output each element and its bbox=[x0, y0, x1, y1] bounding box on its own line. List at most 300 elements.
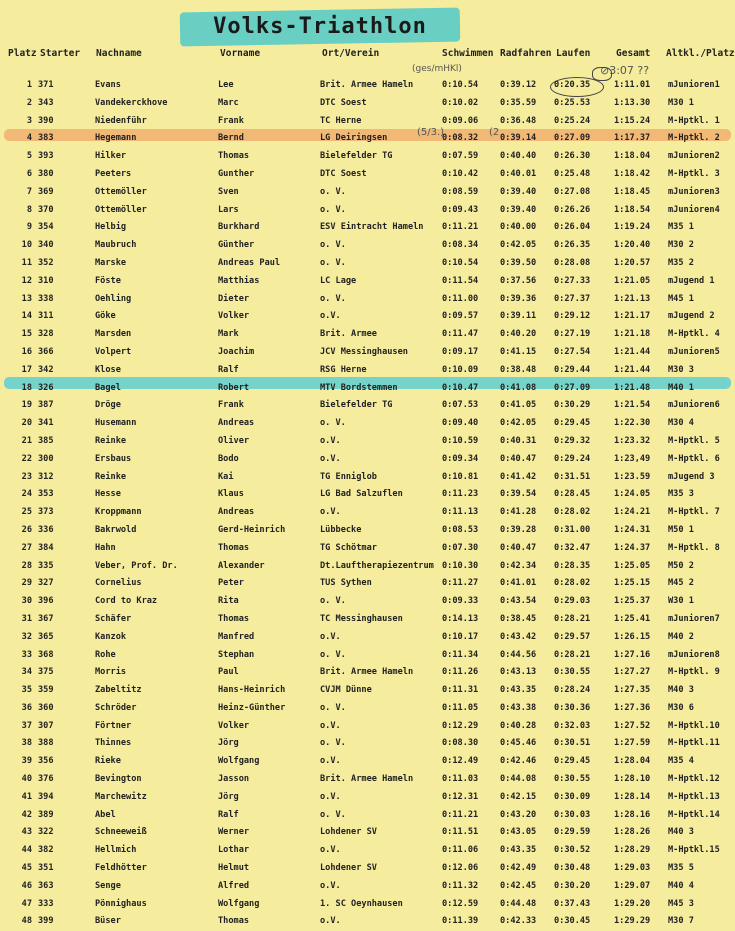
table-row bbox=[0, 558, 735, 576]
cell-laufen: 0:27.09 bbox=[554, 382, 591, 393]
cell-laufen: 0:30.20 bbox=[554, 880, 591, 891]
cell-starter: 396 bbox=[38, 596, 54, 607]
cell-nachname: Kroppmann bbox=[95, 507, 142, 518]
cell-vorname: Peter bbox=[218, 578, 244, 589]
cell-laufen: 0:29.45 bbox=[554, 418, 591, 429]
cell-laufen: 0:26.35 bbox=[554, 240, 591, 251]
cell-platz: 35 bbox=[21, 685, 32, 696]
cell-starter: 338 bbox=[38, 293, 54, 304]
cell-vorname: Ralf bbox=[218, 809, 239, 820]
cell-schwimmen: 0:14.13 bbox=[442, 613, 479, 624]
cell-platz: 27 bbox=[21, 542, 32, 553]
cell-gesamt: 1:13.30 bbox=[614, 97, 651, 108]
cell-schwimmen: 0:10.81 bbox=[442, 471, 479, 482]
cell-gesamt: 1:20.40 bbox=[614, 240, 651, 251]
cell-nachname: Förtner bbox=[95, 720, 132, 731]
cell-platz: 31 bbox=[21, 613, 32, 624]
cell-radfahren: 0:40.40 bbox=[500, 151, 537, 162]
cell-platz: 34 bbox=[21, 667, 32, 678]
table-row bbox=[0, 166, 735, 184]
cell-platz: 5 bbox=[26, 151, 32, 162]
cell-starter: 353 bbox=[38, 489, 54, 500]
cell-starter: 370 bbox=[38, 204, 54, 215]
cell-ort: LC Lage bbox=[320, 275, 357, 286]
cell-altkl: M-Hptkl.13 bbox=[668, 791, 720, 802]
cell-ort: TUS Sythen bbox=[320, 578, 372, 589]
cell-nachname: Büser bbox=[95, 916, 121, 927]
cell-ort: o. V. bbox=[320, 596, 346, 607]
cell-ort: 1. SC Oeynhausen bbox=[320, 898, 403, 909]
cell-platz: 11 bbox=[21, 257, 32, 268]
cell-ort: o. V. bbox=[320, 293, 346, 304]
cell-vorname: Jörg bbox=[218, 738, 239, 749]
cell-starter: 389 bbox=[38, 809, 54, 820]
cell-laufen: 0:30.29 bbox=[554, 400, 591, 411]
cell-ort: DTC Soest bbox=[320, 97, 367, 108]
cell-vorname: Rita bbox=[218, 596, 239, 607]
cell-laufen: 0:30.55 bbox=[554, 667, 591, 678]
table-row bbox=[0, 824, 735, 842]
cell-platz: 19 bbox=[21, 400, 32, 411]
cell-nachname: Zabeltitz bbox=[95, 685, 142, 696]
cell-vorname: Stephan bbox=[218, 649, 255, 660]
cell-ort: JCV Messinghausen bbox=[320, 346, 408, 357]
cell-gesamt: 1:11.01 bbox=[614, 80, 651, 90]
cell-gesamt: 1:21.18 bbox=[614, 329, 651, 340]
cell-starter: 342 bbox=[38, 364, 54, 375]
cell-altkl: mJunioren8 bbox=[668, 649, 720, 660]
cell-radfahren: 0:39.54 bbox=[500, 489, 537, 500]
cell-platz: 48 bbox=[21, 916, 32, 927]
cell-schwimmen: 0:08.34 bbox=[442, 240, 479, 251]
cell-platz: 36 bbox=[21, 702, 32, 713]
cell-radfahren: 0:42.34 bbox=[500, 560, 537, 571]
cell-nachname: Senge bbox=[95, 880, 121, 891]
cell-laufen: 0:28.21 bbox=[554, 613, 591, 624]
cell-vorname: Günther bbox=[218, 240, 255, 251]
cell-vorname: Hans-Heinrich bbox=[218, 685, 286, 696]
cell-laufen: 0:31.00 bbox=[554, 524, 591, 535]
cell-nachname: Kanzok bbox=[95, 631, 127, 642]
cell-laufen: 0:32.03 bbox=[554, 720, 591, 731]
cell-starter: 322 bbox=[38, 827, 54, 838]
cell-platz: 42 bbox=[21, 809, 32, 820]
cell-altkl: M40 1 bbox=[668, 382, 694, 393]
header-starter: Starter bbox=[40, 48, 81, 59]
cell-ort: o. V. bbox=[320, 186, 346, 197]
cell-vorname: Sven bbox=[218, 186, 239, 197]
cell-schwimmen: 0:11.13 bbox=[442, 507, 479, 518]
cell-gesamt: 1:27.59 bbox=[614, 738, 651, 749]
cell-vorname: Mark bbox=[218, 329, 239, 340]
note-ges-mhkl: (ges/mHKl) bbox=[412, 64, 462, 74]
cell-schwimmen: 0:09.17 bbox=[442, 346, 479, 357]
cell-platz: 21 bbox=[21, 435, 32, 446]
cell-ort: TC Herne bbox=[320, 115, 362, 126]
cell-starter: 363 bbox=[38, 880, 54, 891]
cell-starter: 359 bbox=[38, 685, 54, 696]
table-row bbox=[0, 629, 735, 647]
cell-starter: 352 bbox=[38, 257, 54, 268]
cell-starter: 383 bbox=[38, 133, 54, 144]
cell-nachname: Schneeweiß bbox=[95, 827, 147, 838]
cell-gesamt: 1:24.21 bbox=[614, 507, 651, 518]
cell-altkl: M-Hptkl. 7 bbox=[668, 507, 720, 518]
table-row bbox=[0, 95, 735, 113]
cell-ort: Brit. Armee Hameln bbox=[320, 667, 414, 678]
cell-laufen: 0:29.32 bbox=[554, 435, 591, 446]
cell-vorname: Paul bbox=[218, 667, 239, 678]
cell-altkl: mJugend 2 bbox=[668, 311, 715, 322]
cell-vorname: Volker bbox=[218, 720, 250, 731]
cell-radfahren: 0:43.05 bbox=[500, 827, 537, 838]
cell-altkl: M50 1 bbox=[668, 524, 694, 535]
cell-schwimmen: 0:11.23 bbox=[442, 489, 479, 500]
cell-laufen: 0:30.55 bbox=[554, 774, 591, 785]
cell-laufen: 0:26.26 bbox=[554, 204, 591, 215]
cell-schwimmen: 0:07.53 bbox=[442, 400, 479, 411]
cell-schwimmen: 0:10.47 bbox=[442, 382, 479, 393]
cell-platz: 8 bbox=[26, 204, 32, 215]
header-schwimmen: Schwimmen bbox=[442, 48, 494, 59]
table-row bbox=[0, 664, 735, 682]
cell-vorname: Marc bbox=[218, 97, 239, 108]
cell-nachname: Abel bbox=[95, 809, 116, 820]
cell-starter: 380 bbox=[38, 168, 54, 179]
cell-altkl: M35 5 bbox=[668, 863, 694, 874]
cell-gesamt: 1:27.35 bbox=[614, 685, 651, 696]
cell-starter: 375 bbox=[38, 667, 54, 678]
cell-laufen: 0:32.47 bbox=[554, 542, 591, 553]
cell-nachname: Bakrwold bbox=[95, 524, 137, 535]
cell-nachname: Reinke bbox=[95, 435, 127, 446]
cell-gesamt: 1:29.20 bbox=[614, 898, 651, 909]
cell-ort: o. V. bbox=[320, 204, 346, 215]
cell-schwimmen: 0:09.33 bbox=[442, 596, 479, 607]
cell-starter: 368 bbox=[38, 649, 54, 660]
cell-altkl: mJunioren4 bbox=[668, 204, 720, 215]
cell-altkl: M-Hptkl. 1 bbox=[668, 115, 720, 126]
cell-gesamt: 1:22.30 bbox=[614, 418, 651, 429]
cell-altkl: mJunioren1 bbox=[668, 80, 720, 90]
cell-radfahren: 0:40.00 bbox=[500, 222, 537, 233]
cell-altkl: M30 7 bbox=[668, 916, 694, 927]
cell-ort: o. V. bbox=[320, 418, 346, 429]
cell-vorname: Andreas bbox=[218, 507, 255, 518]
cell-laufen: 0:26.30 bbox=[554, 151, 591, 162]
cell-ort: TC Messinghausen bbox=[320, 613, 403, 624]
cell-gesamt: 1:21.44 bbox=[614, 346, 651, 357]
cell-vorname: Wolfgang bbox=[218, 898, 260, 909]
note-row4-a: (5/3.) bbox=[417, 127, 445, 138]
cell-altkl: M30 4 bbox=[668, 418, 694, 429]
cell-starter: 327 bbox=[38, 578, 54, 589]
cell-radfahren: 0:39.50 bbox=[500, 257, 537, 268]
cell-platz: 9 bbox=[26, 222, 32, 233]
cell-starter: 300 bbox=[38, 453, 54, 464]
cell-ort: TG Enniglob bbox=[320, 471, 377, 482]
cell-ort: o. V. bbox=[320, 702, 346, 713]
cell-laufen: 0:28.21 bbox=[554, 649, 591, 660]
cell-radfahren: 0:43.13 bbox=[500, 667, 537, 678]
cell-platz: 28 bbox=[21, 560, 32, 571]
cell-starter: 393 bbox=[38, 151, 54, 162]
cell-laufen: 0:28.35 bbox=[554, 560, 591, 571]
cell-vorname: Robert bbox=[218, 382, 250, 393]
cell-altkl: M35 3 bbox=[668, 489, 694, 500]
cell-schwimmen: 0:09.43 bbox=[442, 204, 479, 215]
cell-platz: 13 bbox=[21, 293, 32, 304]
cell-schwimmen: 0:07.59 bbox=[442, 151, 479, 162]
cell-radfahren: 0:39.40 bbox=[500, 186, 537, 197]
table-row bbox=[0, 469, 735, 487]
cell-nachname: Pönnighaus bbox=[95, 898, 147, 909]
cell-gesamt: 1:21.13 bbox=[614, 293, 651, 304]
cell-nachname: Marsden bbox=[95, 329, 132, 340]
cell-nachname: Hegemann bbox=[95, 133, 137, 144]
table-row bbox=[0, 77, 735, 95]
cell-nachname: Hesse bbox=[95, 489, 121, 500]
cell-gesamt: 1:25.15 bbox=[614, 578, 651, 589]
cell-platz: 16 bbox=[21, 346, 32, 357]
cell-gesamt: 1:29.03 bbox=[614, 863, 651, 874]
page-title: Volks-Triathlon bbox=[213, 14, 427, 39]
cell-laufen: 0:30.09 bbox=[554, 791, 591, 802]
cell-vorname: Thomas bbox=[218, 542, 250, 553]
cell-radfahren: 0:40.47 bbox=[500, 542, 537, 553]
cell-altkl: mJunioren5 bbox=[668, 346, 720, 357]
cell-vorname: Frank bbox=[218, 400, 244, 411]
cell-laufen: 0:28.02 bbox=[554, 578, 591, 589]
cell-gesamt: 1:23.59 bbox=[614, 471, 651, 482]
cell-altkl: M30 3 bbox=[668, 364, 694, 375]
cell-gesamt: 1:23,49 bbox=[614, 453, 651, 464]
cell-gesamt: 1:18.54 bbox=[614, 204, 651, 215]
cell-vorname: Matthias bbox=[218, 275, 260, 286]
header-altkl: Altkl./Platz bbox=[666, 48, 735, 59]
cell-radfahren: 0:40.20 bbox=[500, 329, 537, 340]
cell-schwimmen: 0:11.47 bbox=[442, 329, 479, 340]
cell-radfahren: 0:42.05 bbox=[500, 418, 537, 429]
cell-vorname: Oliver bbox=[218, 435, 250, 446]
cell-schwimmen: 0:12.59 bbox=[442, 898, 479, 909]
cell-gesamt: 1:15.24 bbox=[614, 115, 651, 126]
note-time: ⊘3:07 ?? bbox=[600, 64, 650, 77]
table-row bbox=[0, 860, 735, 878]
cell-radfahren: 0:43.54 bbox=[500, 596, 537, 607]
cell-starter: 360 bbox=[38, 702, 54, 713]
cell-laufen: 0:30.52 bbox=[554, 845, 591, 856]
cell-schwimmen: 0:11.27 bbox=[442, 578, 479, 589]
cell-platz: 24 bbox=[21, 489, 32, 500]
cell-vorname: Lars bbox=[218, 204, 239, 215]
cell-vorname: Volker bbox=[218, 311, 250, 322]
cell-ort: Lohdener SV bbox=[320, 863, 377, 874]
cell-nachname: Schröder bbox=[95, 702, 137, 713]
cell-nachname: Bevington bbox=[95, 774, 142, 785]
cell-laufen: 0:25.48 bbox=[554, 168, 591, 179]
cell-radfahren: 0:41.42 bbox=[500, 471, 537, 482]
cell-radfahren: 0:42.05 bbox=[500, 240, 537, 251]
cell-laufen: 0:30.03 bbox=[554, 809, 591, 820]
cell-gesamt: 1:28.14 bbox=[614, 791, 651, 802]
cell-ort: Lohdener SV bbox=[320, 827, 377, 838]
cell-ort: o.V. bbox=[320, 311, 341, 322]
cell-platz: 38 bbox=[21, 738, 32, 749]
cell-nachname: Schäfer bbox=[95, 613, 132, 624]
cell-altkl: M-Hptkl. 3 bbox=[668, 168, 720, 179]
cell-nachname: Oehling bbox=[95, 293, 132, 304]
cell-starter: 326 bbox=[38, 382, 54, 393]
cell-altkl: M-Hptkl. 8 bbox=[668, 542, 720, 553]
cell-laufen: 0:37.43 bbox=[554, 898, 591, 909]
cell-radfahren: 0:41.15 bbox=[500, 346, 537, 357]
table-row bbox=[0, 878, 735, 896]
table-row bbox=[0, 219, 735, 237]
cell-gesamt: 1:27.16 bbox=[614, 649, 651, 660]
cell-laufen: 0:27.37 bbox=[554, 293, 591, 304]
cell-platz: 15 bbox=[21, 329, 32, 340]
cell-platz: 47 bbox=[21, 898, 32, 909]
cell-vorname: Klaus bbox=[218, 489, 244, 500]
table-row bbox=[0, 682, 735, 700]
cell-platz: 45 bbox=[21, 863, 32, 874]
note-time-text: 3:07 ?? bbox=[609, 64, 650, 77]
cell-platz: 39 bbox=[21, 756, 32, 767]
cell-radfahren: 0:43.20 bbox=[500, 809, 537, 820]
cell-vorname: Ralf bbox=[218, 364, 239, 375]
cell-radfahren: 0:42.15 bbox=[500, 791, 537, 802]
cell-laufen: 0:30.48 bbox=[554, 863, 591, 874]
cell-starter: 384 bbox=[38, 542, 54, 553]
cell-nachname: Hahn bbox=[95, 542, 116, 553]
cell-altkl: mJunioren6 bbox=[668, 400, 720, 411]
cell-platz: 3 bbox=[26, 115, 32, 126]
cell-nachname: Ersbaus bbox=[95, 453, 132, 464]
cell-nachname: Ottemöller bbox=[95, 186, 147, 197]
cell-nachname: Bagel bbox=[95, 382, 121, 393]
cell-ort: o.V. bbox=[320, 791, 341, 802]
cell-nachname: Evans bbox=[95, 80, 121, 90]
cell-altkl: mJugend 1 bbox=[668, 275, 715, 286]
cell-ort: Brit. Armee bbox=[320, 329, 377, 340]
cell-platz: 7 bbox=[26, 186, 32, 197]
cell-schwimmen: 0:08.32 bbox=[442, 133, 479, 144]
cell-altkl: M30 6 bbox=[668, 702, 694, 713]
cell-ort: Brit. Armee Hameln bbox=[320, 774, 414, 785]
cell-vorname: Alexander bbox=[218, 560, 265, 571]
cell-vorname: Thomas bbox=[218, 151, 250, 162]
note-row4-b: (2 bbox=[489, 127, 500, 138]
cell-schwimmen: 0:09.34 bbox=[442, 453, 479, 464]
cell-nachname: Vandekerckhove bbox=[95, 97, 168, 108]
cell-starter: 356 bbox=[38, 756, 54, 767]
table-row bbox=[0, 522, 735, 540]
table-row bbox=[0, 148, 735, 166]
cell-platz: 30 bbox=[21, 596, 32, 607]
cell-nachname: Cornelius bbox=[95, 578, 142, 589]
cell-starter: 366 bbox=[38, 346, 54, 357]
cell-ort: Brit. Armee Hameln bbox=[320, 80, 414, 90]
cell-gesamt: 1:25.05 bbox=[614, 560, 651, 571]
cell-radfahren: 0:39.28 bbox=[500, 524, 537, 535]
cell-radfahren: 0:41.08 bbox=[500, 382, 537, 393]
cell-starter: 399 bbox=[38, 916, 54, 927]
cell-platz: 2 bbox=[26, 97, 32, 108]
cell-vorname: Andreas Paul bbox=[218, 257, 281, 268]
cell-nachname: Reinke bbox=[95, 471, 127, 482]
cell-starter: 387 bbox=[38, 400, 54, 411]
cell-nachname: Dröge bbox=[95, 400, 121, 411]
cell-starter: 335 bbox=[38, 560, 54, 571]
cell-starter: 369 bbox=[38, 186, 54, 197]
cell-nachname: Marchewitz bbox=[95, 791, 147, 802]
cell-schwimmen: 0:11.06 bbox=[442, 845, 479, 856]
cell-ort: o. V. bbox=[320, 240, 346, 251]
table-row bbox=[0, 504, 735, 522]
cell-schwimmen: 0:08.30 bbox=[442, 738, 479, 749]
cell-starter: 351 bbox=[38, 863, 54, 874]
cell-starter: 394 bbox=[38, 791, 54, 802]
table-row bbox=[0, 647, 735, 665]
cell-starter: 388 bbox=[38, 738, 54, 749]
cell-platz: 41 bbox=[21, 791, 32, 802]
header-gesamt: Gesamt bbox=[616, 48, 651, 59]
cell-nachname: Klose bbox=[95, 364, 121, 375]
cell-ort: Bielefelder TG bbox=[320, 151, 393, 162]
table-row bbox=[0, 575, 735, 593]
cell-radfahren: 0:43.35 bbox=[500, 845, 537, 856]
cell-vorname: Lee bbox=[218, 80, 234, 90]
cell-ort: o.V. bbox=[320, 631, 341, 642]
cell-vorname: Thomas bbox=[218, 916, 250, 927]
cell-platz: 46 bbox=[21, 880, 32, 891]
table-row bbox=[0, 113, 735, 131]
table-row bbox=[0, 415, 735, 433]
cell-starter: 310 bbox=[38, 275, 54, 286]
cell-nachname: Niedenführ bbox=[95, 115, 147, 126]
cell-nachname: Husemann bbox=[95, 418, 137, 429]
cell-schwimmen: 0:11.39 bbox=[442, 916, 479, 927]
cell-vorname: Dieter bbox=[218, 293, 250, 304]
cell-altkl: M-Hptkl. 9 bbox=[668, 667, 720, 678]
header-laufen: Laufen bbox=[556, 48, 591, 59]
cell-gesamt: 1:26.15 bbox=[614, 631, 651, 642]
cell-nachname: Hilker bbox=[95, 151, 127, 162]
cell-altkl: M45 3 bbox=[668, 898, 694, 909]
cell-radfahren: 0:40.31 bbox=[500, 435, 537, 446]
cell-starter: 311 bbox=[38, 311, 54, 322]
cell-gesamt: 1:17.37 bbox=[614, 133, 651, 144]
cell-laufen: 0:27.33 bbox=[554, 275, 591, 286]
cell-ort: o.V. bbox=[320, 453, 341, 464]
cell-radfahren: 0:40.01 bbox=[500, 168, 537, 179]
cell-altkl: M-Hptkl.14 bbox=[668, 809, 720, 820]
cell-nachname: Föste bbox=[95, 275, 121, 286]
cell-vorname: Bernd bbox=[218, 133, 244, 144]
cell-radfahren: 0:43.38 bbox=[500, 702, 537, 713]
cell-gesamt: 1:24.31 bbox=[614, 524, 651, 535]
cell-schwimmen: 0:11.03 bbox=[442, 774, 479, 785]
cell-altkl: M40 2 bbox=[668, 631, 694, 642]
cell-laufen: 0:30.36 bbox=[554, 702, 591, 713]
table-row bbox=[0, 896, 735, 914]
cell-vorname: Helmut bbox=[218, 863, 250, 874]
cell-starter: 328 bbox=[38, 329, 54, 340]
cell-radfahren: 0:40.28 bbox=[500, 720, 537, 731]
results-table bbox=[0, 77, 735, 931]
cell-starter: 365 bbox=[38, 631, 54, 642]
